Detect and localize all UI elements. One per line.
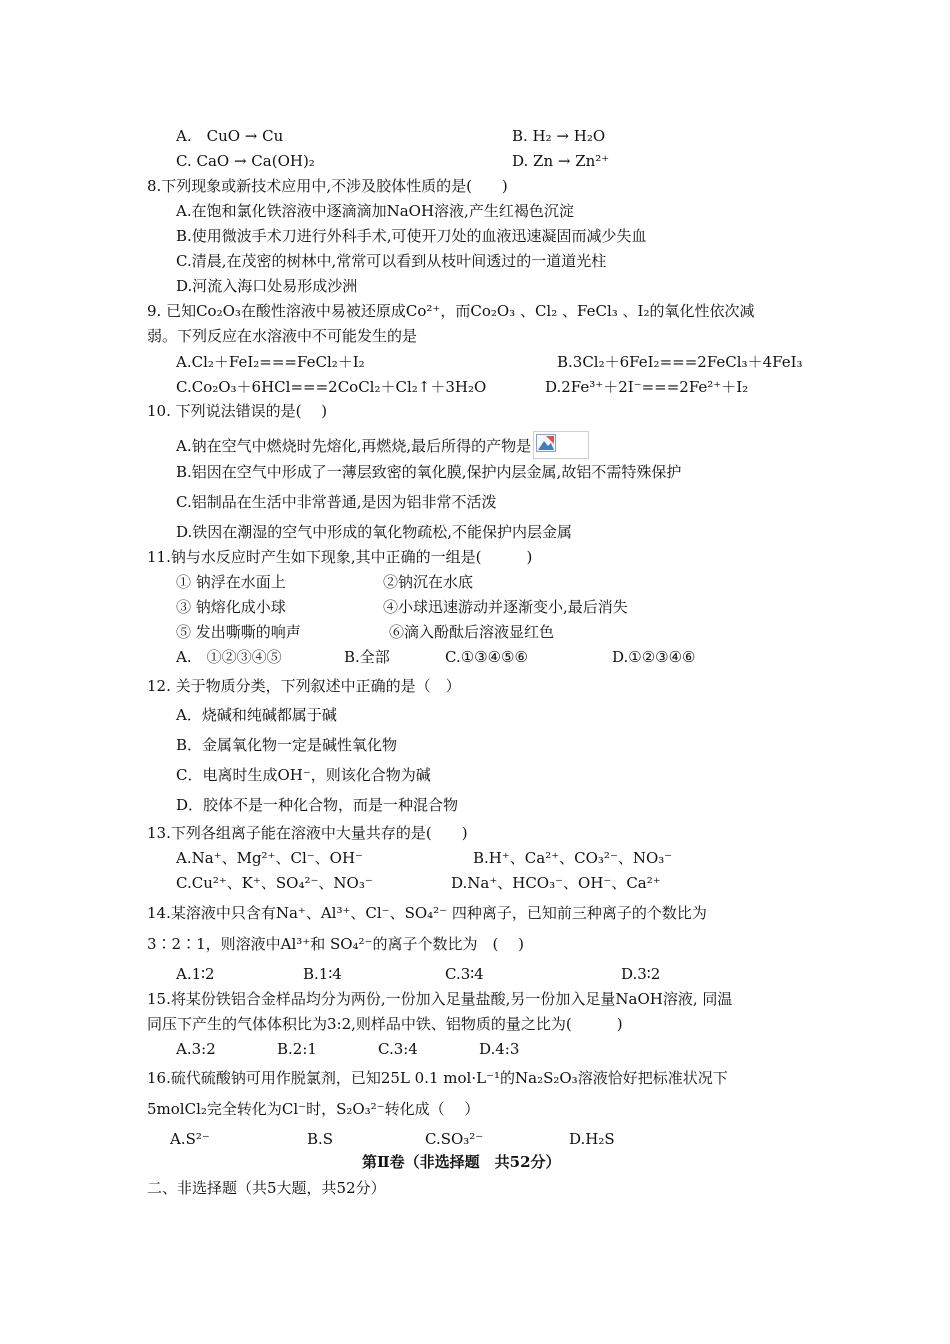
q13-option-a: A.Na⁺、Mg²⁺、Cl⁻、OH⁻ bbox=[176, 849, 363, 867]
q12-option-a: A．烧碱和纯碱都属于碱 bbox=[176, 706, 337, 724]
q12-option-d: D．胶体不是一种化合物，而是一种混合物 bbox=[176, 796, 459, 814]
q16-option-b: B.S bbox=[307, 1130, 334, 1148]
q16-stem-line2: 5molCl₂完全转化为Cl⁻时，S₂O₃²⁻转化成（ ） bbox=[147, 1100, 480, 1118]
q8-stem: 8.下列现象或新技术应用中,不涉及胶体性质的是( ) bbox=[147, 177, 508, 195]
q14-option-c: C.3∶4 bbox=[445, 965, 484, 983]
q12-option-b: B．金属氧化物一定是碱性氧化物 bbox=[176, 736, 398, 754]
q7-option-c: C. CaO → Ca(OH)₂ bbox=[176, 152, 315, 170]
q14-stem-line1: 14.某溶液中只含有Na⁺、Al³⁺、Cl⁻、SO₄²⁻ 四种离子，已知前三种离子的个数比为 bbox=[147, 904, 707, 922]
q7-option-a: A. CuO → Cu bbox=[176, 127, 284, 145]
q8-option-b: B.使用微波手术刀进行外科手术,可使开刀处的血液迅速凝固而减少失血 bbox=[176, 227, 647, 245]
q11-item-1: ① 钠浮在水面上 bbox=[176, 573, 286, 591]
q11-item-6: ⑥滴入酚酞后溶液显红色 bbox=[389, 623, 555, 641]
q13-option-d: D.Na⁺、HCO₃⁻、OH⁻、Ca²⁺ bbox=[451, 874, 661, 892]
q12-stem: 12. 关于物质分类，下列叙述中正确的是（ ） bbox=[147, 677, 461, 695]
q11-item-4: ④小球迅速游动并逐渐变小,最后消失 bbox=[383, 598, 628, 616]
q15-option-a: A.3:2 bbox=[176, 1040, 216, 1058]
q16-option-c: C.SO₃²⁻ bbox=[425, 1130, 484, 1148]
q9-option-c: C.Co₂O₃＋6HCl===2CoCl₂＋Cl₂↑＋3H₂O bbox=[176, 378, 487, 396]
q11-option-b: B.全部 bbox=[344, 648, 390, 666]
q13-option-b: B.H⁺、Ca²⁺、CO₃²⁻、NO₃⁻ bbox=[473, 849, 673, 867]
section-subtitle: 二、非选择题（共5大题，共52分） bbox=[147, 1179, 386, 1197]
q10-option-a-line bbox=[176, 431, 589, 459]
q10-option-d: D.铁因在潮湿的空气中形成的氧化物疏松,不能保护内层金属 bbox=[176, 523, 573, 541]
q9-option-a: A.Cl₂＋FeI₂===FeCl₂＋I₂ bbox=[176, 353, 365, 371]
q13-stem: 13.下列各组离子能在溶液中大量共存的是( ) bbox=[147, 824, 468, 842]
q15-stem-line2: 同压下产生的气体体积比为3:2,则样品中铁、铝物质的量之比为( ) bbox=[147, 1015, 623, 1033]
q8-option-a: A.在饱和氯化铁溶液中逐滴滴加NaOH溶液,产生红褐色沉淀 bbox=[176, 202, 574, 220]
q16-option-a: A.S²⁻ bbox=[170, 1130, 210, 1148]
q14-option-a: A.1∶2 bbox=[176, 965, 215, 983]
q14-option-b: B.1∶4 bbox=[303, 965, 342, 983]
q9-option-d: D.2Fe³⁺＋2I⁻===2Fe²⁺＋I₂ bbox=[545, 378, 749, 396]
q15-option-c: C.3:4 bbox=[378, 1040, 418, 1058]
q11-item-5: ⑤ 发出嘶嘶的响声 bbox=[176, 623, 301, 641]
q8-option-c: C.清晨,在茂密的树林中,常常可以看到从枝叶间透过的一道道光柱 bbox=[176, 252, 607, 270]
section-title: 第Ⅱ卷（非选择题 共52分） bbox=[362, 1153, 561, 1171]
q14-stem-line2: 3∶2∶1，则溶液中Al³⁺和 SO₄²⁻的离子个数比为 ( ) bbox=[147, 935, 524, 953]
q16-option-d: D.H₂S bbox=[569, 1130, 615, 1148]
q11-option-a: A. ①②③④⑤ bbox=[176, 648, 282, 666]
q9-option-b: B.3Cl₂＋6FeI₂===2FeCl₃＋4FeI₃ bbox=[557, 353, 803, 371]
q10-option-c: C.铝制品在生活中非常普通,是因为铝非常不活泼 bbox=[176, 493, 497, 511]
q7-option-b: B. H₂ → H₂O bbox=[512, 127, 606, 145]
q15-option-b: B.2:1 bbox=[277, 1040, 317, 1058]
q9-stem-line1: 9. 已知Co₂O₃在酸性溶液中易被还原成Co²⁺，而Co₂O₃ 、Cl₂ 、FeCl₃ 、I₂的氧化性依次减 bbox=[147, 302, 755, 320]
q12-option-c: C．电离时生成OH⁻，则该化合物为碱 bbox=[176, 766, 431, 784]
q10-stem: 10. 下列说法错误的是( ) bbox=[147, 402, 328, 420]
q8-option-d: D.河流入海口处易形成沙洲 bbox=[176, 277, 358, 295]
q11-option-d: D.①②③④⑥ bbox=[612, 648, 696, 666]
q10-option-a: A.钠在空气中燃烧时先熔化,再燃烧,最后所得的产物是 bbox=[176, 437, 532, 455]
q11-item-2: ②钠沉在水底 bbox=[383, 573, 474, 591]
q13-option-c: C.Cu²⁺、K⁺、SO₄²⁻、NO₃⁻ bbox=[176, 874, 373, 892]
q7-option-d: D. Zn → Zn²⁺ bbox=[512, 152, 610, 170]
q11-option-c: C.①③④⑤⑥ bbox=[445, 648, 528, 666]
q15-stem-line1: 15.将某份铁铝合金样品均分为两份,一份加入足量盐酸,另一份加入足量NaOH溶液, 同温 bbox=[147, 990, 733, 1008]
q11-item-3: ③ 钠熔化成小球 bbox=[176, 598, 286, 616]
q15-option-d: D.4:3 bbox=[479, 1040, 520, 1058]
q9-stem-line2: 弱。下列反应在水溶液中不可能发生的是 bbox=[147, 327, 418, 345]
q14-option-d: D.3∶2 bbox=[621, 965, 661, 983]
q11-stem: 11.钠与水反应时产生如下现象,其中正确的一组是( ) bbox=[147, 548, 533, 566]
q10-option-b: B.铝因在空气中形成了一薄层致密的氧化膜,保护内层金属,故铝不需特殊保护 bbox=[176, 463, 682, 481]
broken-image-icon bbox=[533, 431, 589, 459]
q16-stem-line1: 16.硫代硫酸钠可用作脱氯剂，已知25L 0.1 mol·L⁻¹的Na₂S₂O₃溶液恰好把标准状况下 bbox=[147, 1069, 728, 1087]
